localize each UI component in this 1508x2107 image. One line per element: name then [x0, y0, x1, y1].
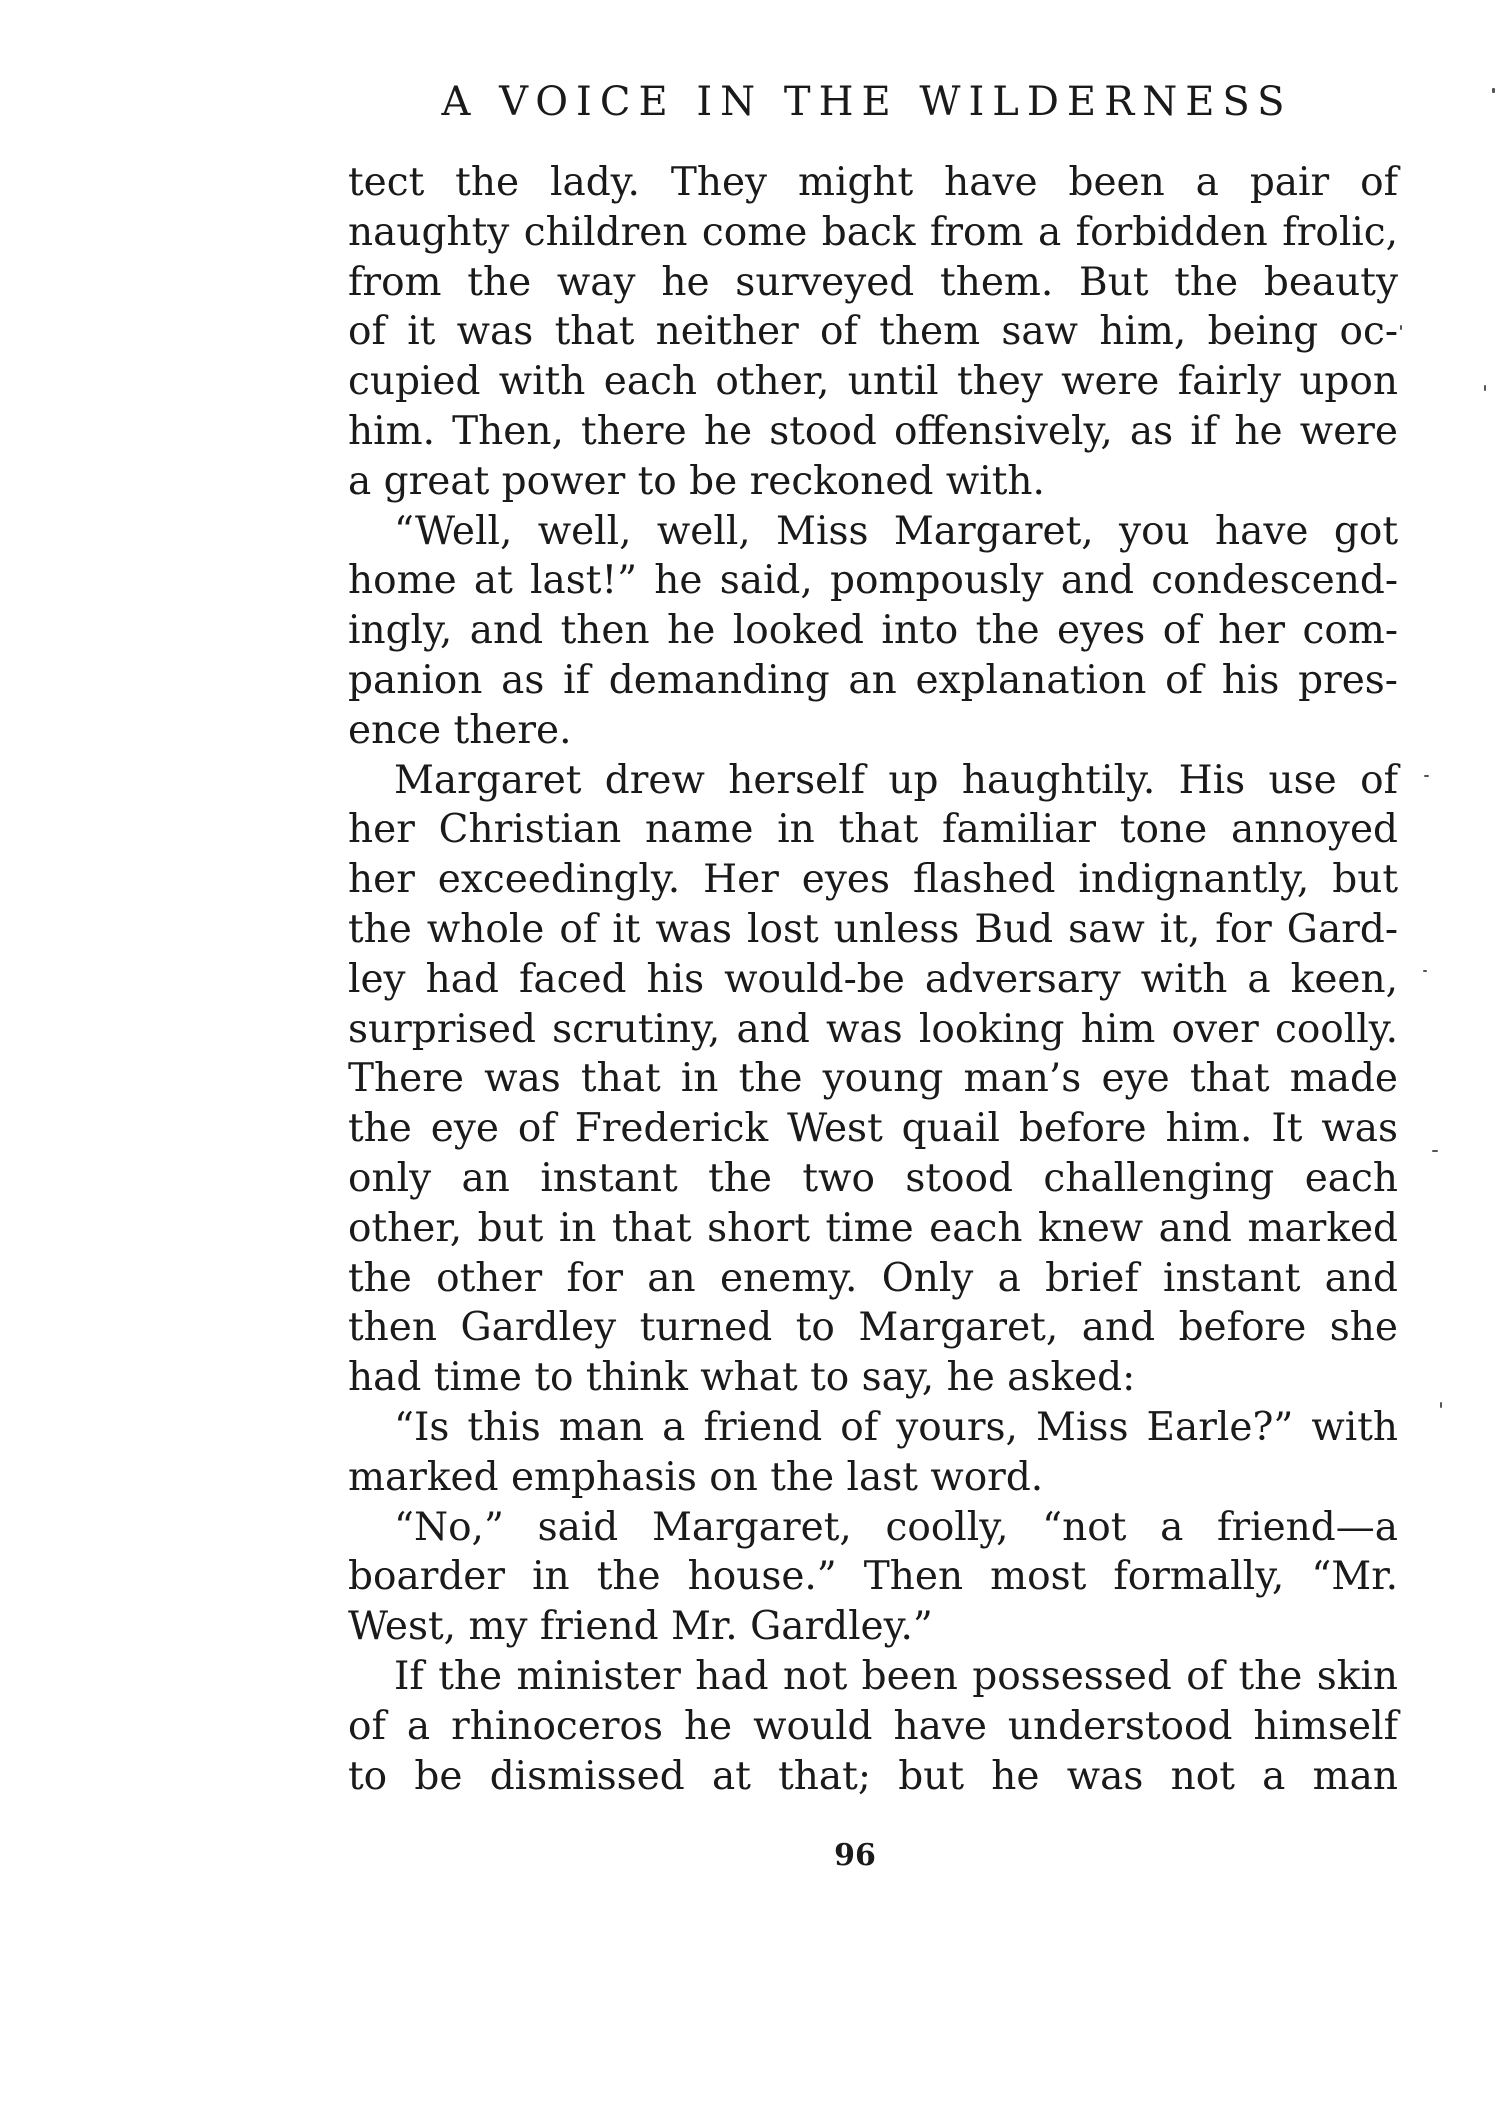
text-line: “Well, well, well, Miss Margaret, you have got — [394, 508, 1398, 554]
text-line: of it was that neither of them saw him, being oc- — [348, 309, 1398, 355]
text-line-last: ence there. — [348, 707, 572, 753]
paragraph-6 — [348, 1652, 1398, 1801]
margin-speck — [1432, 1150, 1438, 1152]
paragraph-1 — [348, 158, 1398, 507]
text-line: of a rhinoceros he would have understood himself — [348, 1703, 1398, 1749]
text-line: Margaret drew herself up haughtily. His use of — [394, 757, 1398, 803]
page-number: 96 — [834, 1838, 876, 1873]
text-line: only an instant the two stood challenging each — [348, 1155, 1398, 1201]
text-line: the whole of it was lost unless Bud saw it, for Gard- — [348, 906, 1398, 952]
text-line: boarder in the house.” Then most formally, “Mr. — [348, 1554, 1398, 1600]
text-line: him. Then, there he stood offensively, as if he were — [348, 408, 1398, 454]
text-line: to be dismissed at that; but he was not a man — [348, 1753, 1398, 1799]
paragraph-4 — [348, 1403, 1398, 1503]
text-line: ingly, and then he looked into the eyes of her com- — [348, 608, 1398, 654]
text-line-last: had time to think what to say, he asked: — [348, 1355, 1136, 1401]
running-head: A VOICE IN THE WILDERNESS — [441, 79, 1293, 125]
text-line-last: marked emphasis on the last word. — [348, 1454, 1044, 1500]
text-line: then Gardley turned to Margaret, and before she — [348, 1305, 1398, 1351]
body-text — [348, 158, 1398, 1801]
text-line-last: a great power to be reckoned with. — [348, 458, 1045, 504]
text-line: “No,” said Margaret, coolly, “not a friend—a — [394, 1504, 1398, 1550]
text-line: the eye of Frederick West quail before him. It was — [348, 1106, 1398, 1152]
text-line: naughty children come back from a forbidden frolic, — [348, 209, 1398, 255]
paragraph-5 — [348, 1503, 1398, 1652]
text-line: from the way he surveyed them. But the beauty — [348, 259, 1398, 305]
text-line: her Christian name in that familiar tone annoyed — [348, 807, 1398, 853]
margin-speck — [1423, 970, 1427, 972]
paragraph-3 — [348, 756, 1398, 1403]
text-line: There was that in the young man’s eye that made — [348, 1056, 1398, 1102]
text-line: tect the lady. They might have been a pair of — [348, 160, 1398, 205]
margin-speck — [1484, 385, 1486, 391]
text-line: other, but in that short time each knew and marked — [348, 1205, 1398, 1251]
text-line: “Is this man a friend of yours, Miss Earle?” with — [394, 1404, 1398, 1450]
margin-speck — [1400, 325, 1402, 330]
text-line: cupied with each other, until they were fairly upon — [348, 359, 1398, 405]
text-line: the other for an enemy. Only a brief instant and — [348, 1255, 1398, 1301]
text-line: home at last!” he said, pompously and condescend- — [348, 558, 1398, 604]
text-line: surprised scrutiny, and was looking him over coolly. — [348, 1006, 1398, 1052]
text-line: her exceedingly. Her eyes flashed indignantly, but — [348, 857, 1398, 903]
margin-speck — [1492, 88, 1495, 93]
margin-speck — [1440, 1402, 1442, 1408]
text-line-last: West, my friend Mr. Gardley.” — [348, 1604, 933, 1650]
text-line: If the minister had not been possessed of the skin — [394, 1653, 1398, 1699]
paragraph-2 — [348, 507, 1398, 756]
margin-speck — [1424, 775, 1429, 777]
text-line: panion as if demanding an explanation of his pres- — [348, 657, 1398, 703]
text-line: ley had faced his would-be adversary with a keen, — [348, 956, 1398, 1002]
